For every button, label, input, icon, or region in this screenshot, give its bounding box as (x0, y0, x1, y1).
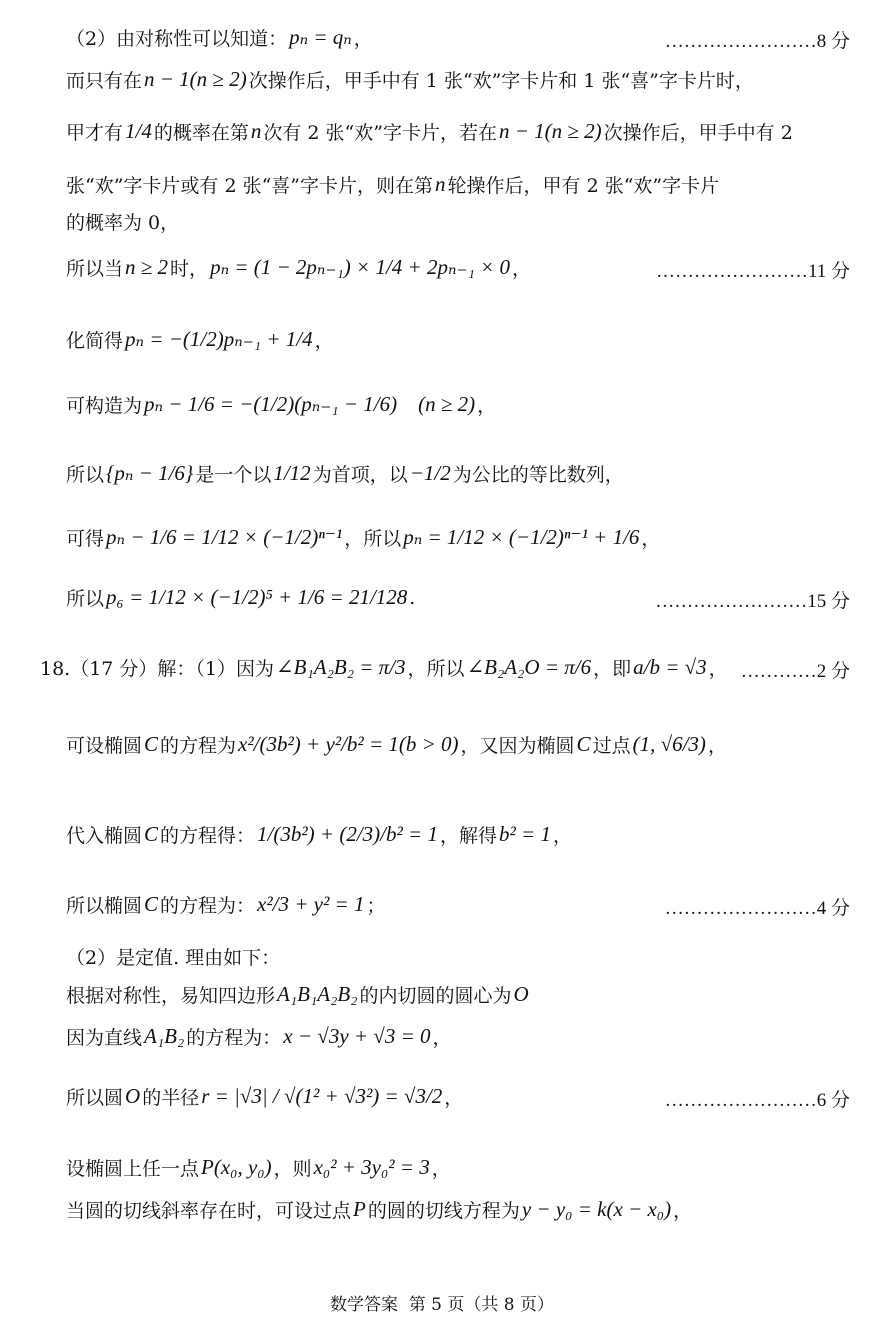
line-text: . (409, 586, 416, 609)
solution-line (66, 981, 850, 1008)
score-mark: ……………………6 分 (664, 1090, 850, 1111)
line-text: ，所以 (344, 528, 402, 550)
line-text: 因为直线 (66, 1027, 143, 1049)
math-expression: n − 1(n ≥ 2) (498, 119, 602, 143)
line-text: ， (314, 330, 334, 352)
math-expression: −1/2 (409, 461, 451, 485)
score-mark: ……………………15 分 (655, 591, 850, 612)
math-expression: C (144, 732, 159, 756)
line-text: ，所以 (407, 658, 465, 680)
solution-line (66, 731, 850, 758)
line-text: 为首项，以 (312, 464, 408, 486)
math-expression: x²/(3b²) + y²/b² = 1(b > 0) (238, 732, 459, 756)
line-text: ， (431, 1158, 451, 1180)
line-text: 代入椭圆 (66, 825, 143, 847)
line-text: 的方程得： (160, 825, 256, 847)
line-text: ，解得 (439, 825, 497, 847)
line-text: 的方程为： (160, 895, 256, 917)
score-mark: ……………………4 分 (664, 898, 850, 919)
math-expression: x − √3y + √3 = 0 (283, 1024, 431, 1048)
math-expression: 1/12 (273, 461, 311, 485)
math-expression: {pₙ − 1/6} (106, 461, 194, 485)
math-expression: A₁B₁A₂B₂ (277, 982, 358, 1006)
line-text: 的概率在第 (153, 122, 249, 144)
line-text: 可设椭圆 (66, 735, 143, 757)
math-expression: pₙ = −(1/2)pₙ₋₁ + 1/4 (125, 327, 313, 351)
line-text: 当圆的切线斜率存在时，可设过点 (66, 1200, 352, 1222)
line-text: 化简得 (66, 330, 124, 352)
math-expression: n ≥ 2 (125, 255, 169, 279)
solution-line (66, 821, 850, 848)
solution-line (66, 208, 850, 235)
line-text: 所以椭圆 (66, 895, 143, 917)
line-text: ， (708, 658, 728, 680)
math-expression: O (513, 982, 529, 1006)
solution-line (66, 460, 850, 487)
line-text: ； (366, 895, 386, 917)
line-text: ， (673, 1200, 693, 1222)
math-expression: O (125, 1084, 141, 1108)
math-expression: r = |√3| / √(1² + √3²) = √3/2 (201, 1084, 443, 1108)
math-expression: (1, √6/3) (632, 732, 706, 756)
line-text: 过点 (592, 735, 631, 757)
math-expression: C (144, 822, 159, 846)
line-text: ，又因为椭圆 (460, 735, 575, 757)
math-expression: n (435, 172, 446, 196)
line-text: ， (707, 735, 727, 757)
math-expression: y − y₀ = k(x − x₀) (521, 1197, 672, 1221)
line-text: 次有 2 张“欢”字卡片，若在 (263, 122, 497, 144)
solution-line (40, 654, 850, 681)
math-expression: pₙ − 1/6 = −(1/2)(pₙ₋₁ − 1/6) (n ≥ 2) (144, 392, 476, 416)
line-text: （2）是定值. 理由如下： (66, 947, 281, 969)
math-expression: b² = 1 (498, 822, 551, 846)
line-text: ，则 (273, 1158, 312, 1180)
line-text: 次操作后，甲手中有 1 张“欢”字卡片和 1 张“喜”字卡片时， (248, 70, 754, 92)
math-expression: n − 1(n ≥ 2) (144, 67, 247, 91)
line-text: 轮操作后，甲有 2 张“欢”字卡片 (447, 175, 720, 197)
line-text: 是一个以 (195, 464, 272, 486)
line-text: 的概率为 0， (66, 212, 180, 234)
line-text: 所以当 (66, 258, 124, 280)
line-text: ， (552, 825, 572, 847)
score-mark: ……………………11 分 (655, 261, 850, 282)
line-text: 18.（17 分）解：（1）因为 (40, 658, 275, 680)
page-footer: 数学答案 第 5 页（共 8 页） (329, 1295, 555, 1315)
math-expression: pₙ = qₙ (289, 25, 352, 49)
line-text: 的方程为： (186, 1027, 282, 1049)
line-text: ，即 (593, 658, 632, 680)
line-text: 可得 (66, 528, 105, 550)
line-text: 的内切圆的圆心为 (359, 985, 512, 1007)
solution-line (66, 1154, 850, 1181)
line-text: ， (477, 395, 497, 417)
math-expression: pₙ = 1/12 × (−1/2)ⁿ⁻¹ + 1/6 (403, 525, 640, 549)
line-text: 时， (170, 258, 209, 280)
line-text: 可构造为 (66, 395, 143, 417)
math-expression: A₁B₂ (144, 1024, 185, 1048)
line-text: 所以 (66, 588, 105, 610)
solution-line (66, 943, 850, 970)
math-expression: n (250, 119, 262, 143)
math-expression: 1/(3b²) + (2/3)/b² = 1 (257, 822, 438, 846)
math-expression: ∠B₁A₂B₂ = π/3 (276, 655, 406, 679)
solution-line (66, 1023, 850, 1050)
line-text: 的圆的切线方程为 (367, 1200, 520, 1222)
line-text: ， (444, 1087, 464, 1109)
score-mark: …………2 分 (740, 661, 850, 682)
line-text: ， (353, 28, 373, 50)
math-expression: 1/4 (125, 119, 152, 143)
line-text: 张“欢”字卡片或有 2 张“喜”字卡片，则在第 (66, 175, 434, 197)
line-text: 次操作后，甲手中有 2 (603, 122, 793, 144)
line-text: 所以 (66, 464, 105, 486)
line-text: （2）由对称性可以知道： (66, 28, 288, 50)
line-text: ， (512, 258, 532, 280)
solution-line (66, 524, 850, 551)
score-mark: ……………………8 分 (664, 31, 850, 52)
solution-line (66, 391, 850, 418)
math-expression: p₆ = 1/12 × (−1/2)⁵ + 1/6 = 21/128 (106, 585, 408, 609)
math-expression: C (576, 732, 591, 756)
math-expression: x₀² + 3y₀² = 3 (313, 1155, 430, 1179)
math-expression: ∠B₂A₂O = π/6 (466, 655, 592, 679)
line-text: ， (432, 1027, 452, 1049)
math-expression: P(x₀, y₀) (201, 1155, 272, 1179)
line-text: 的方程为 (160, 735, 237, 757)
solution-line (66, 171, 850, 198)
line-text: 而只有在 (66, 70, 143, 92)
line-text: 设椭圆上任一点 (66, 1158, 200, 1180)
line-text: 所以圆 (66, 1087, 124, 1109)
math-expression: x²/3 + y² = 1 (257, 892, 365, 916)
solution-line (66, 118, 850, 145)
line-text: 的半径 (142, 1087, 200, 1109)
math-expression: a/b = √3 (633, 655, 707, 679)
solution-line (66, 326, 850, 353)
line-text: 根据对称性，易知四边形 (66, 985, 276, 1007)
line-text: ， (641, 528, 661, 550)
solution-line (66, 66, 850, 93)
solution-line (66, 1196, 850, 1223)
math-expression: C (144, 892, 159, 916)
math-expression: P (353, 1197, 366, 1221)
line-text: 为公比的等比数列， (452, 464, 624, 486)
line-text: 甲才有 (66, 122, 124, 144)
math-expression: pₙ − 1/6 = 1/12 × (−1/2)ⁿ⁻¹ (106, 525, 343, 549)
math-expression: pₙ = (1 − 2pₙ₋₁) × 1/4 + 2pₙ₋₁ × 0 (210, 255, 511, 279)
